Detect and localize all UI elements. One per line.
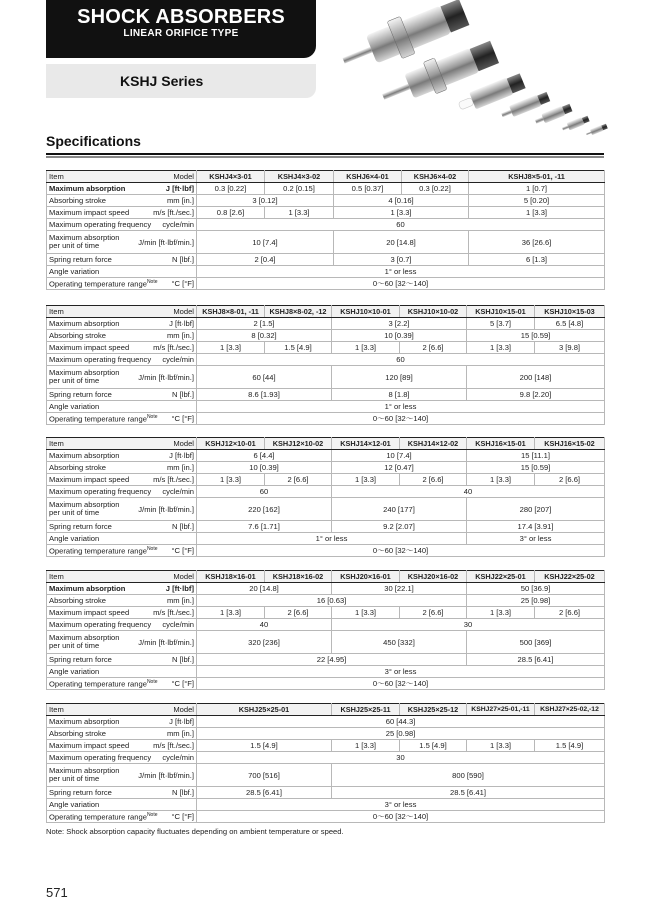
row-label: Angle variation xyxy=(47,266,135,278)
row-unit: cycle/min xyxy=(135,752,197,764)
row-unit: mm [in.] xyxy=(135,462,197,474)
row-unit: cycle/min xyxy=(135,486,197,498)
row-unit: °C [°F] xyxy=(135,413,197,425)
value-cell: 6 [4.4] xyxy=(197,450,332,462)
row-unit: J [ft·lbf] xyxy=(135,716,197,728)
value-cell: 2 [6.6] xyxy=(400,607,467,619)
value-cell: 1 [3.3] xyxy=(332,607,400,619)
model-header: KSHJ8×8-01, -11 xyxy=(197,306,265,318)
table-row xyxy=(47,401,605,413)
value-cell: 25 [0.98] xyxy=(197,728,605,740)
small-absorber-3 xyxy=(561,115,590,133)
value-cell: 6 [1.3] xyxy=(469,254,605,266)
row-label-line: Maximum absorption xyxy=(49,232,120,242)
row-label-line: Maximum absorption xyxy=(49,765,120,775)
model-header: KSHJ16×15-01 xyxy=(467,438,535,450)
model-header: KSHJ8×5-01, -11 xyxy=(469,171,605,183)
model-label: Model xyxy=(135,438,197,450)
table-row xyxy=(47,278,605,290)
spec-table-3 xyxy=(46,437,605,557)
row-label: Spring return force xyxy=(47,521,135,533)
table-header-row xyxy=(47,571,605,583)
row-unit: m/s [ft./sec.] xyxy=(135,607,197,619)
spec-table-1 xyxy=(46,170,605,290)
model-header: KSHJ12×10-01 xyxy=(197,438,265,450)
row-label: Maximum operating frequency xyxy=(47,354,135,366)
value-cell: 2 [1.5] xyxy=(197,318,332,330)
row-unit: J [ft·lbf] xyxy=(135,318,197,330)
value-cell: 1 [3.3] xyxy=(197,607,265,619)
value-cell: 40 xyxy=(332,486,605,498)
row-label-line: per unit of time xyxy=(49,641,100,650)
table-header-row xyxy=(47,704,605,716)
row-label xyxy=(47,678,158,690)
value-cell: 20 [14.8] xyxy=(334,231,469,254)
model-header: KSHJ6×4-02 xyxy=(402,171,469,183)
model-header: KSHJ12×10-02 xyxy=(265,438,332,450)
row-label: Maximum operating frequency xyxy=(47,619,135,631)
header-title-box xyxy=(46,0,316,58)
table-row xyxy=(47,183,605,195)
row-label xyxy=(47,366,135,389)
row-label-line: per unit of time xyxy=(49,376,100,385)
table-row xyxy=(47,413,605,425)
value-cell: 320 [236] xyxy=(197,631,332,654)
row-label: Maximum absorption xyxy=(47,183,135,195)
table-row xyxy=(47,219,605,231)
value-cell: 700 [516] xyxy=(197,764,332,787)
table-row xyxy=(47,354,605,366)
value-cell: 6.5 [4.8] xyxy=(535,318,605,330)
model-header: KSHJ22×25-01 xyxy=(467,571,535,583)
note-superscript: Note xyxy=(146,279,158,286)
row-unit: J/min [ft·lbf/min.] xyxy=(135,764,197,787)
value-cell: 1 [3.3] xyxy=(265,207,334,219)
value-cell: 10 [7.4] xyxy=(197,231,334,254)
value-cell: 60 xyxy=(197,219,605,231)
item-label: Item xyxy=(47,438,135,450)
value-cell: 0.3 [0.22] xyxy=(197,183,265,195)
value-cell: 2 [6.6] xyxy=(400,474,467,486)
value-cell: 450 [332] xyxy=(332,631,467,654)
value-cell: 22 [4.95] xyxy=(197,654,467,666)
series-name: KSHJ Series xyxy=(120,73,204,89)
value-cell: 5 [3.7] xyxy=(467,318,535,330)
row-label xyxy=(47,498,135,521)
table-header-row xyxy=(47,306,605,318)
row-unit: cycle/min xyxy=(135,219,197,231)
value-cell: 9.8 [2.20] xyxy=(467,389,605,401)
row-label: Maximum absorption xyxy=(47,583,135,595)
row-unit: °C [°F] xyxy=(135,811,197,823)
table-row xyxy=(47,207,605,219)
value-cell: 60 xyxy=(197,486,332,498)
row-label: Absorbing stroke xyxy=(47,462,135,474)
value-cell: 25 [0.98] xyxy=(467,595,605,607)
model-header: KSHJ27×25-01,-11 xyxy=(467,704,535,716)
page-title: SHOCK ABSORBERS xyxy=(77,6,285,28)
value-cell: 8.6 [1.93] xyxy=(197,389,332,401)
row-unit: mm [in.] xyxy=(135,728,197,740)
row-unit: N [lbf.] xyxy=(135,521,197,533)
table-row xyxy=(47,654,605,666)
value-cell: 120 [89] xyxy=(332,366,467,389)
table-row xyxy=(47,787,605,799)
value-cell: 36 [26.6] xyxy=(469,231,605,254)
value-cell: 3° or less xyxy=(197,666,605,678)
value-cell: 3° or less xyxy=(197,799,605,811)
row-label: Spring return force xyxy=(47,654,135,666)
value-cell: 1 [3.3] xyxy=(467,740,535,752)
value-cell: 2 [0.4] xyxy=(197,254,334,266)
model-header: KSHJ25×25-12 xyxy=(400,704,467,716)
section-rule xyxy=(46,153,604,158)
row-label: Spring return force xyxy=(47,389,135,401)
value-cell: 1 [3.3] xyxy=(467,607,535,619)
model-header: KSHJ4×3-01 xyxy=(197,171,265,183)
table-row xyxy=(47,619,605,631)
row-label-text: Operating temperature range xyxy=(49,279,147,289)
value-cell: 1.5 [4.9] xyxy=(197,740,332,752)
model-header: KSHJ4×3-02 xyxy=(265,171,334,183)
row-label-line: Maximum absorption xyxy=(49,632,120,642)
row-unit: m/s [ft./sec.] xyxy=(135,207,197,219)
value-cell: 2 [6.6] xyxy=(535,474,605,486)
value-cell: 2 [6.6] xyxy=(535,607,605,619)
row-label: Spring return force xyxy=(47,254,135,266)
row-label: Maximum impact speed xyxy=(47,740,135,752)
value-cell: 1.5 [4.9] xyxy=(265,342,332,354)
table-row xyxy=(47,740,605,752)
table-row xyxy=(47,607,605,619)
model-header: KSHJ20×16-01 xyxy=(332,571,400,583)
value-cell: 1 [0.7] xyxy=(469,183,605,195)
model-header: KSHJ25×25-11 xyxy=(332,704,400,716)
table-row xyxy=(47,266,605,278)
row-label-text: Operating temperature range xyxy=(49,812,147,822)
value-cell: 8 [0.32] xyxy=(197,330,332,342)
row-label xyxy=(47,278,158,290)
model-header: KSHJ14×12-01 xyxy=(332,438,400,450)
value-cell: 20 [14.8] xyxy=(197,583,332,595)
table-row xyxy=(47,254,605,266)
row-unit: N [lbf.] xyxy=(135,389,197,401)
table-row xyxy=(47,366,605,389)
model-header: KSHJ18×16-02 xyxy=(265,571,332,583)
model-header: KSHJ10×15-03 xyxy=(535,306,605,318)
row-unit: J [ft·lbf] xyxy=(135,583,197,595)
note-superscript: Note xyxy=(146,679,158,686)
row-label: Absorbing stroke xyxy=(47,728,135,740)
value-cell: 200 [148] xyxy=(467,366,605,389)
value-cell: 10 [0.39] xyxy=(197,462,332,474)
series-box xyxy=(46,64,316,98)
model-label: Model xyxy=(135,306,197,318)
value-cell: 0～60 [32～140] xyxy=(197,811,605,823)
table-row xyxy=(47,799,605,811)
item-label: Item xyxy=(47,306,135,318)
value-cell: 5 [0.20] xyxy=(469,195,605,207)
value-cell: 0～60 [32～140] xyxy=(197,678,605,690)
table-row xyxy=(47,389,605,401)
note-superscript: Note xyxy=(146,546,158,553)
table-row xyxy=(47,486,605,498)
value-cell: 0～60 [32～140] xyxy=(197,545,605,557)
row-label-line: Maximum absorption xyxy=(49,499,120,509)
row-label xyxy=(47,231,135,254)
value-cell: 3 [0.12] xyxy=(197,195,334,207)
value-cell: 1 [3.3] xyxy=(332,740,400,752)
small-absorber-4 xyxy=(585,123,608,137)
row-unit: cycle/min xyxy=(135,619,197,631)
value-cell: 12 [0.47] xyxy=(332,462,467,474)
row-label-text: Operating temperature range xyxy=(49,679,147,689)
table-row xyxy=(47,595,605,607)
value-cell: 1 [3.3] xyxy=(197,342,265,354)
row-unit: °C [°F] xyxy=(135,278,197,290)
section-title: Specifications xyxy=(46,133,141,149)
model-header: KSHJ18×16-01 xyxy=(197,571,265,583)
row-unit: °C [°F] xyxy=(135,545,197,557)
table-row xyxy=(47,533,605,545)
table-row xyxy=(47,342,605,354)
value-cell: 2 [6.6] xyxy=(400,342,467,354)
value-cell: 2 [6.6] xyxy=(265,474,332,486)
item-label: Item xyxy=(47,171,135,183)
value-cell: 7.6 [1.71] xyxy=(197,521,332,533)
row-label: Absorbing stroke xyxy=(47,195,135,207)
row-label-line: per unit of time xyxy=(49,508,100,517)
product-photo xyxy=(330,10,610,140)
row-label-text: Operating temperature range xyxy=(49,414,147,424)
value-cell: 1 [3.3] xyxy=(469,207,605,219)
note-superscript: Note xyxy=(146,812,158,819)
value-cell: 1 [3.3] xyxy=(197,474,265,486)
value-cell: 1 [3.3] xyxy=(334,207,469,219)
row-unit: J [ft·lbf] xyxy=(135,183,197,195)
row-unit: N [lbf.] xyxy=(135,787,197,799)
value-cell: 60 [44.3] xyxy=(197,716,605,728)
value-cell: 0.2 [0.15] xyxy=(265,183,334,195)
value-cell: 0.3 [0.22] xyxy=(402,183,469,195)
model-header: KSHJ14×12-02 xyxy=(400,438,467,450)
row-unit: J/min [ft·lbf/min.] xyxy=(135,631,197,654)
table-row xyxy=(47,678,605,690)
row-unit: N [lbf.] xyxy=(135,254,197,266)
table-row xyxy=(47,498,605,521)
row-label: Spring return force xyxy=(47,787,135,799)
page-subtitle: LINEAR ORIFICE TYPE xyxy=(123,28,239,39)
row-unit: J/min [ft·lbf/min.] xyxy=(135,498,197,521)
value-cell: 1 [3.3] xyxy=(332,474,400,486)
row-label: Maximum impact speed xyxy=(47,607,135,619)
footnote: Note: Shock absorption capacity fluctuates depending on ambient temperature or speed. xyxy=(46,827,344,836)
value-cell: 4 [0.16] xyxy=(334,195,469,207)
model-header: KSHJ6×4-01 xyxy=(334,171,402,183)
table-row xyxy=(47,631,605,654)
row-unit: J/min [ft·lbf/min.] xyxy=(135,366,197,389)
model-header: KSHJ10×15-01 xyxy=(467,306,535,318)
row-label: Maximum absorption xyxy=(47,716,135,728)
row-label xyxy=(47,413,158,425)
value-cell: 28.5 [6.41] xyxy=(467,654,605,666)
row-label: Angle variation xyxy=(47,533,135,545)
table-row xyxy=(47,195,605,207)
table-header-row xyxy=(47,171,605,183)
value-cell: 1.5 [4.9] xyxy=(535,740,605,752)
table-row xyxy=(47,474,605,486)
row-label xyxy=(47,631,135,654)
model-header: KSHJ10×10-02 xyxy=(400,306,467,318)
table-row xyxy=(47,728,605,740)
row-label-line: Maximum absorption xyxy=(49,367,120,377)
row-label-line: per unit of time xyxy=(49,241,100,250)
row-label: Absorbing stroke xyxy=(47,595,135,607)
value-cell: 8 [1.8] xyxy=(332,389,467,401)
value-cell: 10 [7.4] xyxy=(332,450,467,462)
model-label: Model xyxy=(135,171,197,183)
value-cell: 16 [0.63] xyxy=(197,595,467,607)
row-label: Absorbing stroke xyxy=(47,330,135,342)
note-superscript: Note xyxy=(146,414,158,421)
value-cell: 30 [22.1] xyxy=(332,583,467,595)
row-unit: mm [in.] xyxy=(135,195,197,207)
value-cell: 0.8 [2.6] xyxy=(197,207,265,219)
row-unit: m/s [ft./sec.] xyxy=(135,342,197,354)
value-cell: 1° or less xyxy=(197,266,605,278)
table-row xyxy=(47,583,605,595)
row-label: Maximum operating frequency xyxy=(47,752,135,764)
model-header: KSHJ16×15-02 xyxy=(535,438,605,450)
table-header-row xyxy=(47,438,605,450)
value-cell: 1 [3.3] xyxy=(332,342,400,354)
value-cell: 28.5 [6.41] xyxy=(197,787,332,799)
value-cell: 15 [11.1] xyxy=(467,450,605,462)
row-label xyxy=(47,811,158,823)
table-row xyxy=(47,521,605,533)
value-cell: 60 [44] xyxy=(197,366,332,389)
row-label: Maximum operating frequency xyxy=(47,486,135,498)
table-row xyxy=(47,231,605,254)
spec-table-5 xyxy=(46,703,605,823)
value-cell: 60 xyxy=(197,354,605,366)
value-cell: 500 [369] xyxy=(467,631,605,654)
table-row xyxy=(47,716,605,728)
row-label: Maximum operating frequency xyxy=(47,219,135,231)
row-label: Angle variation xyxy=(47,799,135,811)
value-cell: 800 [590] xyxy=(332,764,605,787)
row-unit: J [ft·lbf] xyxy=(135,450,197,462)
value-cell: 3° or less xyxy=(467,533,605,545)
model-header: KSHJ8×8-02, -12 xyxy=(265,306,332,318)
row-label xyxy=(47,764,135,787)
value-cell: 240 [177] xyxy=(332,498,467,521)
spec-table-2 xyxy=(46,305,605,425)
row-unit: N [lbf.] xyxy=(135,654,197,666)
spec-table-4 xyxy=(46,570,605,690)
value-cell: 9.2 [2.07] xyxy=(332,521,467,533)
table-row xyxy=(47,330,605,342)
value-cell: 40 xyxy=(197,619,332,631)
table-row xyxy=(47,450,605,462)
row-unit: m/s [ft./sec.] xyxy=(135,474,197,486)
page-number: 571 xyxy=(46,885,68,900)
item-label: Item xyxy=(47,571,135,583)
value-cell: 1 [3.3] xyxy=(467,342,535,354)
value-cell: 10 [0.39] xyxy=(332,330,467,342)
table-row xyxy=(47,752,605,764)
value-cell: 30 xyxy=(332,619,605,631)
value-cell: 30 xyxy=(197,752,605,764)
value-cell: 3 [0.7] xyxy=(334,254,469,266)
value-cell: 3 [9.8] xyxy=(535,342,605,354)
model-header: KSHJ22×25-02 xyxy=(535,571,605,583)
model-header: KSHJ25×25-01 xyxy=(197,704,332,716)
value-cell: 28.5 [6.41] xyxy=(332,787,605,799)
model-header: KSHJ27×25-02,-12 xyxy=(535,704,605,716)
value-cell: 0～60 [32～140] xyxy=(197,278,605,290)
table-row xyxy=(47,764,605,787)
value-cell: 3 [2.2] xyxy=(332,318,467,330)
row-label: Angle variation xyxy=(47,401,135,413)
item-label: Item xyxy=(47,704,135,716)
table-row xyxy=(47,545,605,557)
model-label: Model xyxy=(135,571,197,583)
table-row xyxy=(47,462,605,474)
model-label: Model xyxy=(135,704,197,716)
row-label-line: per unit of time xyxy=(49,774,100,783)
value-cell: 0～60 [32～140] xyxy=(197,413,605,425)
row-unit: mm [in.] xyxy=(135,330,197,342)
value-cell: 0.5 [0.37] xyxy=(334,183,402,195)
value-cell: 1.5 [4.9] xyxy=(400,740,467,752)
row-label xyxy=(47,545,158,557)
row-label: Maximum impact speed xyxy=(47,342,135,354)
value-cell: 2 [6.6] xyxy=(265,607,332,619)
value-cell: 220 [162] xyxy=(197,498,332,521)
model-header: KSHJ20×16-02 xyxy=(400,571,467,583)
value-cell: 1° or less xyxy=(197,401,605,413)
value-cell: 17.4 [3.91] xyxy=(467,521,605,533)
value-cell: 50 [36.9] xyxy=(467,583,605,595)
value-cell: 280 [207] xyxy=(467,498,605,521)
value-cell: 1 [3.3] xyxy=(467,474,535,486)
row-label: Angle variation xyxy=(47,666,135,678)
table-row xyxy=(47,811,605,823)
value-cell: 15 [0.59] xyxy=(467,330,605,342)
value-cell: 15 [0.59] xyxy=(467,462,605,474)
model-header: KSHJ10×10-01 xyxy=(332,306,400,318)
row-label-text: Operating temperature range xyxy=(49,546,147,556)
row-unit: °C [°F] xyxy=(135,678,197,690)
row-label: Maximum impact speed xyxy=(47,207,135,219)
row-unit: m/s [ft./sec.] xyxy=(135,740,197,752)
table-row xyxy=(47,318,605,330)
table-row xyxy=(47,666,605,678)
row-unit: J/min [ft·lbf/min.] xyxy=(135,231,197,254)
value-cell: 1° or less xyxy=(197,533,467,545)
row-label: Maximum absorption xyxy=(47,318,135,330)
row-unit: cycle/min xyxy=(135,354,197,366)
row-label: Maximum impact speed xyxy=(47,474,135,486)
row-unit: mm [in.] xyxy=(135,595,197,607)
row-label: Maximum absorption xyxy=(47,450,135,462)
